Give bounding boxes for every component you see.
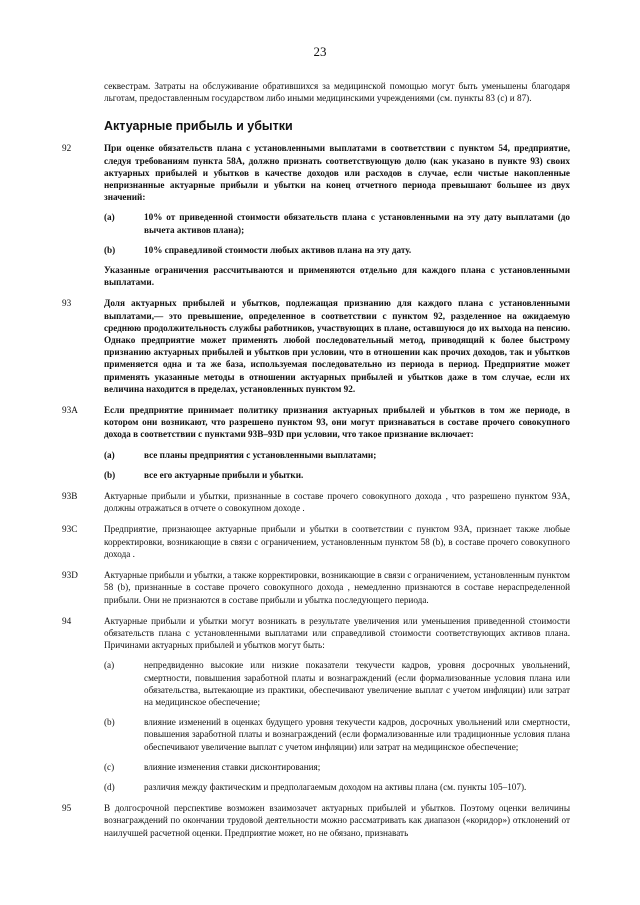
sub-item (104, 659, 570, 708)
sub-item-text: все планы предприятия с установленными выплатами; (144, 449, 377, 460)
page-content (62, 80, 570, 848)
paragraph-93b (62, 490, 570, 514)
paragraph-number: 93 (62, 298, 72, 309)
sub-item (104, 469, 570, 481)
paragraph-text: Доля актуарных прибылей и убытков, подлежащая признанию для каждого плана с установленными выплатами,— это превышение, определенное в соответствии с пунктом 92, разделенное на ожидаемую среднюю продолжительность службы работников, участвующих в плане, оставшуюся до их выхода на пенсию. Однако предприятие может применять любой последовательный метод, приводящий к более быстрому признанию актуарных прибылей и убытков при условии, что в отношении как прочих доходов, так и убытков применяется одна и та же база, используемая последовательно из периода в период. Предприятие может применять указанные методы в отношении актуарных прибылей и убытков даже в том случае, если их величина находится в пределах, установленных пунктом 92. (104, 298, 570, 394)
page-number: 23 (313, 44, 327, 59)
sub-item-label: (a) (104, 449, 115, 460)
paragraph-number: 94 (62, 615, 72, 626)
section-heading: Актуарные прибыль и убытки (104, 119, 293, 134)
sub-item-label: (c) (104, 761, 115, 772)
paragraph-93 (62, 297, 570, 395)
paragraph-93d (62, 569, 570, 606)
sub-item-text: влияние изменений в оценках будущего уровня текучести кадров, досрочных увольнений или смертности, повышения заработной платы и вознаграждений (если формализованные или традиционные условия плана обеспечивают увеличение выплат с учетом инфляции) или затрат на медицинское обеспечение; (144, 717, 570, 752)
sub-item-text: все его актуарные прибыли и убытки. (144, 469, 304, 480)
paragraph-continuation: Указанные ограничения рассчитываются и применяются отдельно для каждого плана с установленными выплатами. (104, 265, 570, 288)
paragraph-number: 93A (62, 405, 78, 416)
sub-item (104, 244, 570, 256)
paragraph-text: При оценке обязательств плана с установленными выплатами в соответствии с пунктом 54, предприятие, следуя требованиям пункта 58А, должно признать соответствующую долю (как указано в пункте 93) своих актуарных прибылей и убытков в качестве доходов или расходов в случае, если чистые накопленные непризнанные актуарные прибыли и убытки на конец отчетного периода превышают большее из двух значений: (104, 143, 570, 203)
sub-item-text: непредвиденно высокие или низкие показатели текучести кадров, уровня досрочных увольнений, смертности, повышения заработной платы и вознаграждений (если формализованные условия плана или обязательства, вытекающие из практики, обеспечивают увеличение выплат с учетом инфляции) или затрат на медицинское обеспечение; (144, 660, 570, 707)
sub-item-text: 10% справедливой стоимости любых активов плана на эту дату. (144, 244, 412, 255)
paragraph-94 (62, 615, 570, 793)
intro-paragraph: секвестрам. Затраты на обслуживание обратившихся за медицинской помощью могут быть уменьшены благодаря льготам, предоставленным государством либо иными медицинскими учреждениями (см. пункты 83 (с) и 87). (104, 81, 570, 104)
sub-item-label: (b) (104, 244, 116, 255)
sub-item (104, 716, 570, 753)
sub-item-text: различия между фактическим и предполагаемым доходом на активы плана (см. пункты 105–107). (144, 781, 527, 792)
sub-item-label: (a) (104, 660, 115, 671)
paragraph-number: 95 (62, 803, 72, 814)
paragraph-number: 93C (62, 524, 78, 535)
paragraph-95 (62, 802, 570, 839)
paragraph-text: Если предприятие принимает политику признания актуарных прибылей и убытков в том же периоде, в котором они возникают, что разрешено пунктом 93, они могут признаваться в составе прочего совокупного дохода в соответствии с пунктами 93В–93D при условии, что такое признание включает: (104, 405, 570, 440)
paragraph-text: В долгосрочной перспективе возможен взаимозачет актуарных прибылей и убытков. Поэтому оценки величины вознаграждений по окончании трудовой деятельности можно рассматривать как диапазон («коридор») отклонений от наилучшей расчетной оценки. Предприятие может, но не обязано, признавать (104, 803, 570, 838)
paragraph-93a (62, 404, 570, 481)
paragraph-text: Актуарные прибыли и убытки могут возникать в результате увеличения или уменьшения приведенной стоимости обязательств плана с установленными выплатами или справедливой стоимости соответствующих активов плана. Причинами актуарных прибылей и убытков могут быть: (104, 615, 570, 651)
paragraph-number: 93D (62, 570, 78, 581)
sub-item-text: 10% от приведенной стоимости обязательств плана с установленными на эту дату выплатами (до вычета активов плана); (144, 212, 570, 235)
sub-item-label: (b) (104, 717, 115, 728)
paragraph-number: 92 (62, 143, 72, 154)
paragraph-text: Актуарные прибыли и убытки, признанные в составе прочего совокупного дохода , что разрешено пунктом 93А, должны отражаться в отчете о совокупном доходе . (104, 491, 570, 514)
paragraph-text: Предприятие, признающее актуарные прибыли и убытки в соответствии с пунктом 93А, признает также любые корректировки, возникающие в связи с ограничением, установленным пунктом 58 (b), в составе прочего совокупного дохода . (104, 524, 570, 559)
sub-item (104, 211, 570, 235)
sub-item-text: влияние изменения ставки дисконтирования; (144, 761, 321, 772)
sub-item-label: (b) (104, 469, 116, 480)
sub-item-label: (a) (104, 212, 115, 223)
paragraph-92 (62, 142, 570, 288)
sub-item (104, 449, 570, 461)
sub-item (104, 781, 570, 793)
sub-item (104, 761, 570, 773)
paragraph-93c (62, 523, 570, 560)
paragraph-text: Актуарные прибыли и убытки, а также корректировки, возникающие в связи с ограничением, установленным пунктом 58 (b), признанные в составе прочего совокупного дохода , немедленно признаются в составе нераспределенной прибыли. Они не признаются в составе прибыли и убытка последующего периода. (104, 570, 570, 605)
paragraph-number: 93B (62, 491, 78, 502)
sub-item-label: (d) (104, 781, 115, 792)
